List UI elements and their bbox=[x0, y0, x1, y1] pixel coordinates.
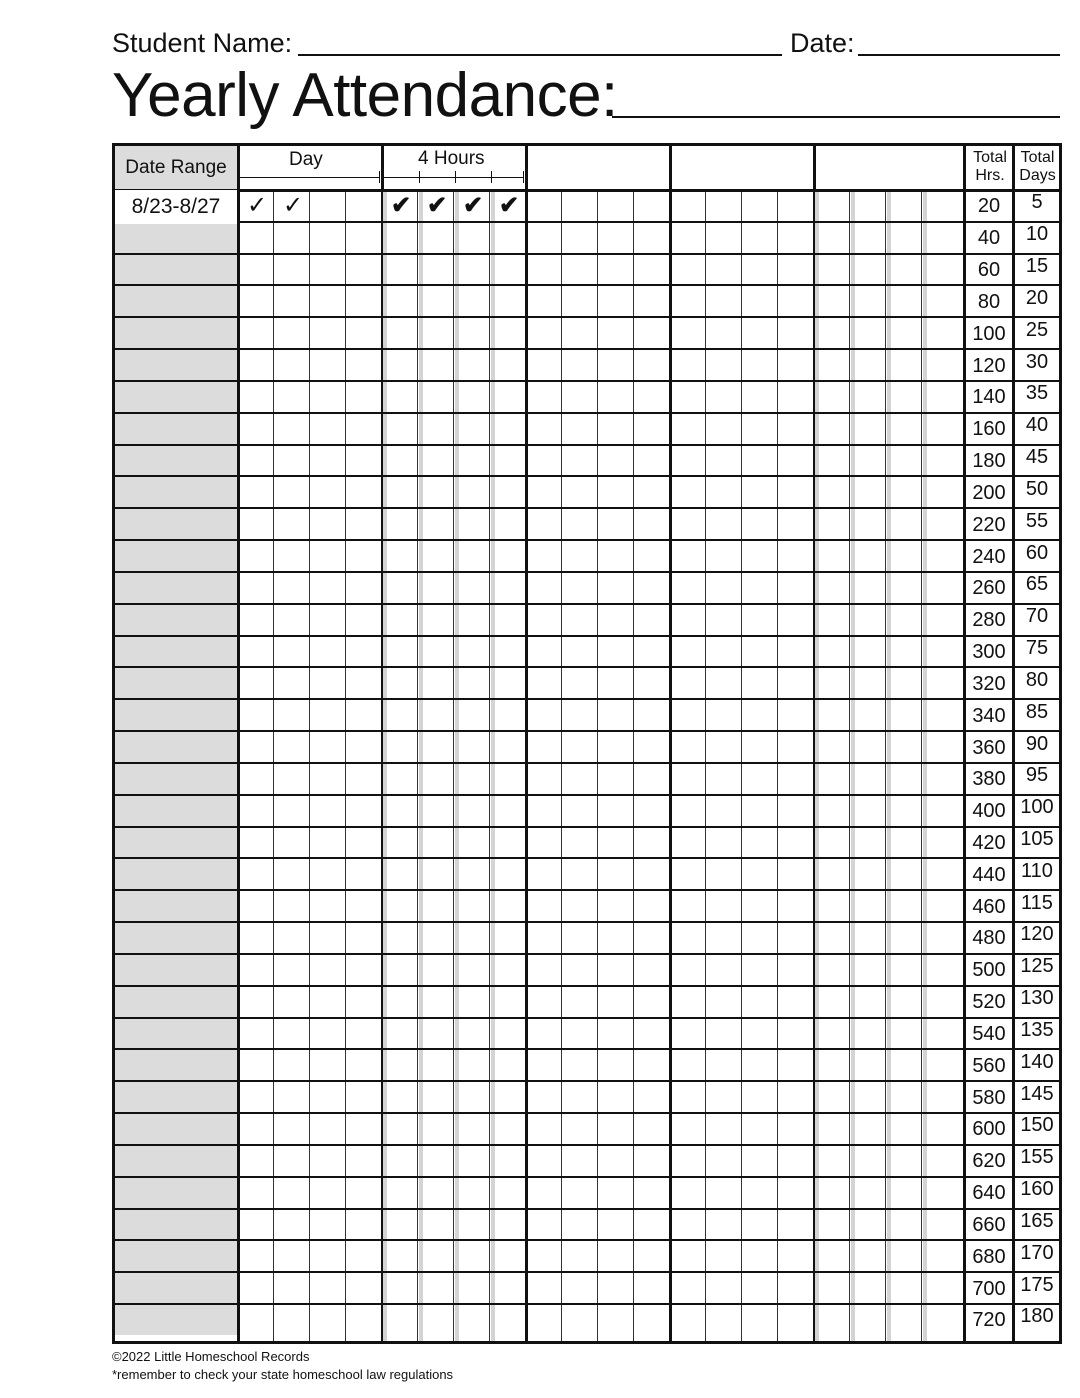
total-hours-value: 140 bbox=[972, 386, 1006, 409]
cell-divider bbox=[741, 189, 742, 1341]
light-divider bbox=[491, 191, 495, 1341]
footer-note: *remember to check your state homeschool law regulations bbox=[112, 1367, 454, 1382]
date-range-header: Date Range bbox=[115, 146, 237, 189]
light-divider bbox=[887, 191, 891, 1341]
row-divider bbox=[115, 953, 1059, 955]
total-days-value: 125 bbox=[1020, 955, 1054, 978]
row-divider bbox=[115, 1271, 1059, 1273]
student-name-label: Student Name: bbox=[112, 28, 293, 58]
cell-divider bbox=[489, 189, 490, 1341]
total-days-value: 115 bbox=[1021, 891, 1053, 914]
total-hours-value: 220 bbox=[972, 513, 1006, 536]
total-hrs-header bbox=[965, 149, 1015, 185]
cell-divider bbox=[273, 189, 274, 1341]
hour-checkmark[interactable]: ✔ bbox=[498, 192, 520, 220]
total-hours-value: 260 bbox=[972, 577, 1006, 600]
row-divider bbox=[115, 794, 1059, 796]
row-divider bbox=[115, 698, 1059, 700]
total-days-value: 65 bbox=[1025, 573, 1049, 596]
total-days-value: 80 bbox=[1025, 668, 1049, 691]
total-hours-value: 120 bbox=[972, 354, 1006, 377]
total-hours-value: 720 bbox=[972, 1309, 1006, 1332]
total-hours-value: 400 bbox=[972, 800, 1006, 823]
bracket-tick bbox=[455, 171, 456, 183]
hours-bracket bbox=[383, 177, 523, 178]
total-days-value: 35 bbox=[1025, 382, 1049, 405]
row-divider bbox=[115, 316, 1059, 318]
total-days-value: 85 bbox=[1025, 700, 1049, 723]
total-days-value: 145 bbox=[1020, 1082, 1054, 1105]
row-divider bbox=[115, 1176, 1059, 1178]
total-hours-value: 340 bbox=[972, 704, 1006, 727]
total-hours-value: 680 bbox=[972, 1245, 1006, 1268]
total-days-value: 150 bbox=[1020, 1114, 1054, 1137]
total-hours-value: 240 bbox=[972, 545, 1006, 568]
cell-divider bbox=[885, 189, 886, 1341]
total-days-value: 105 bbox=[1020, 828, 1054, 850]
total-hours-value: 320 bbox=[972, 672, 1006, 695]
day-header: Day bbox=[289, 149, 323, 170]
total-hours-value: 360 bbox=[972, 736, 1006, 759]
hour-checkmark[interactable]: ✔ bbox=[426, 192, 448, 220]
bracket-tick bbox=[239, 171, 240, 183]
total-days-value: 10 bbox=[1025, 223, 1049, 246]
total-days-value: 160 bbox=[1020, 1178, 1054, 1201]
total-days-value: 60 bbox=[1025, 541, 1049, 564]
total-hours-value: 420 bbox=[972, 832, 1006, 854]
page-title: Yearly Attendance: bbox=[112, 61, 618, 130]
bracket-tick bbox=[523, 171, 524, 183]
row-divider bbox=[115, 762, 1059, 764]
total-days-value: 135 bbox=[1020, 1018, 1054, 1041]
total-days-value: 130 bbox=[1020, 987, 1054, 1010]
cell-divider bbox=[345, 189, 346, 1341]
column-divider bbox=[669, 146, 672, 1341]
total-days-value: 170 bbox=[1020, 1241, 1054, 1264]
row-divider bbox=[115, 603, 1059, 605]
day-bracket bbox=[239, 177, 379, 178]
row-divider bbox=[115, 1112, 1059, 1114]
cell-divider bbox=[921, 189, 922, 1341]
row-divider bbox=[115, 1048, 1059, 1050]
total-days-value: 45 bbox=[1025, 446, 1049, 469]
bracket-tick bbox=[491, 171, 492, 183]
row-divider bbox=[115, 635, 1059, 637]
row-divider bbox=[115, 507, 1059, 509]
date-label: Date: bbox=[790, 28, 855, 58]
total-hours-value: 460 bbox=[972, 895, 1006, 918]
cell-divider bbox=[849, 189, 850, 1341]
total-hours-value: 440 bbox=[972, 863, 1006, 886]
total-days-value: 140 bbox=[1020, 1050, 1054, 1073]
row-divider bbox=[115, 1239, 1059, 1241]
total-days-header-line2: Days bbox=[1019, 167, 1056, 184]
bracket-tick bbox=[419, 171, 420, 183]
column-divider bbox=[525, 146, 528, 1341]
total-hours-value: 280 bbox=[972, 609, 1006, 632]
total-hours-value: 300 bbox=[972, 641, 1006, 664]
total-days-value: 155 bbox=[1020, 1146, 1054, 1169]
row-divider bbox=[115, 666, 1059, 668]
total-days-value: 75 bbox=[1025, 637, 1049, 660]
total-hours-value: 500 bbox=[972, 959, 1006, 982]
row-divider bbox=[115, 444, 1059, 446]
row-divider bbox=[115, 412, 1059, 414]
total-hours-value: 660 bbox=[972, 1213, 1006, 1236]
row-divider bbox=[115, 571, 1059, 573]
total-hours-value: 200 bbox=[972, 481, 1006, 504]
yearly-attendance-field[interactable] bbox=[612, 116, 1060, 118]
row-divider bbox=[115, 1208, 1059, 1210]
total-hours-value: 560 bbox=[972, 1054, 1006, 1077]
row-divider bbox=[115, 475, 1059, 477]
total-hours-value: 60 bbox=[977, 259, 1001, 282]
total-hours-value: 600 bbox=[972, 1118, 1006, 1141]
hours-header: 4 Hours bbox=[418, 148, 485, 169]
total-hours-value: 180 bbox=[972, 450, 1006, 473]
total-hours-value: 620 bbox=[972, 1150, 1006, 1173]
day-checkmark[interactable]: ✓ bbox=[282, 192, 304, 220]
total-days-value: 95 bbox=[1025, 764, 1049, 787]
total-days-header bbox=[1014, 149, 1061, 185]
total-days-value: 110 bbox=[1021, 859, 1053, 882]
hour-checkmark[interactable]: ✔ bbox=[390, 192, 412, 220]
cell-divider bbox=[597, 189, 598, 1341]
total-days-value: 25 bbox=[1025, 318, 1049, 341]
total-days-value: 100 bbox=[1020, 796, 1054, 819]
bracket-tick bbox=[379, 171, 380, 183]
total-days-value: 120 bbox=[1020, 923, 1054, 946]
total-hours-value: 700 bbox=[972, 1277, 1006, 1300]
header-line bbox=[112, 26, 1062, 62]
total-days-value: 55 bbox=[1025, 509, 1049, 532]
total-hours-value: 40 bbox=[977, 227, 1001, 250]
total-hrs-header-line1: Total bbox=[973, 149, 1007, 166]
cell-divider bbox=[453, 189, 454, 1341]
total-days-header-line1: Total bbox=[1020, 149, 1055, 166]
light-divider bbox=[419, 191, 423, 1341]
row-divider bbox=[115, 1303, 1059, 1305]
total-days-value: 20 bbox=[1025, 286, 1049, 309]
total-days-value: 165 bbox=[1020, 1209, 1054, 1232]
date-field[interactable] bbox=[858, 54, 1060, 56]
light-divider bbox=[383, 191, 387, 1341]
cell-divider bbox=[417, 189, 418, 1341]
row-divider bbox=[115, 284, 1059, 286]
row-divider bbox=[115, 1080, 1059, 1082]
row-divider bbox=[115, 539, 1059, 541]
row-divider bbox=[115, 1144, 1059, 1146]
cell-divider bbox=[309, 189, 310, 1341]
total-days-value: 175 bbox=[1020, 1273, 1054, 1296]
total-hours-value: 580 bbox=[972, 1086, 1006, 1109]
cell-divider bbox=[777, 189, 778, 1341]
cell-divider bbox=[561, 189, 562, 1341]
date-range-value[interactable]: 8/23-8/27 bbox=[115, 190, 237, 224]
student-name-field[interactable] bbox=[298, 54, 782, 56]
row-divider bbox=[115, 348, 1059, 350]
row-divider bbox=[115, 889, 1059, 891]
total-hours-value: 540 bbox=[972, 1022, 1006, 1045]
column-divider bbox=[237, 146, 240, 1341]
row-divider bbox=[115, 985, 1059, 987]
row-divider bbox=[115, 921, 1059, 923]
day-checkmark[interactable]: ✓ bbox=[246, 192, 268, 220]
total-hours-value: 80 bbox=[977, 290, 1001, 313]
row-divider bbox=[115, 253, 1059, 255]
total-hrs-header-line2: Hrs. bbox=[975, 167, 1005, 184]
total-days-value: 30 bbox=[1025, 350, 1049, 373]
total-days-value: 50 bbox=[1025, 477, 1049, 500]
total-days-value: 5 bbox=[1031, 191, 1043, 214]
light-divider bbox=[815, 191, 819, 1341]
total-hours-value: 100 bbox=[972, 322, 1006, 345]
row-divider bbox=[115, 826, 1059, 828]
light-divider bbox=[923, 191, 927, 1341]
total-hours-value: 520 bbox=[972, 991, 1006, 1014]
cell-divider bbox=[633, 189, 634, 1341]
total-hours-value: 480 bbox=[972, 927, 1006, 950]
footer-copyright: ©2022 Little Homeschool Records bbox=[112, 1349, 310, 1364]
total-days-value: 15 bbox=[1025, 255, 1049, 278]
row-divider bbox=[115, 380, 1059, 382]
total-days-value: 90 bbox=[1025, 732, 1049, 755]
hour-checkmark[interactable]: ✔ bbox=[462, 192, 484, 220]
total-hours-value: 160 bbox=[972, 418, 1006, 441]
total-hours-value: 640 bbox=[972, 1182, 1006, 1205]
light-divider bbox=[455, 191, 459, 1341]
row-divider bbox=[115, 1017, 1059, 1019]
bracket-tick bbox=[383, 171, 384, 183]
total-days-value: 40 bbox=[1025, 414, 1049, 437]
row-divider bbox=[115, 857, 1059, 859]
total-days-value: 70 bbox=[1025, 605, 1049, 628]
total-days-value: 180 bbox=[1020, 1305, 1054, 1328]
row-divider bbox=[115, 730, 1059, 732]
cell-divider bbox=[705, 189, 706, 1341]
total-hours-value: 380 bbox=[972, 768, 1006, 791]
attendance-grid bbox=[112, 143, 1062, 1344]
total-hours-value: 20 bbox=[977, 195, 1001, 218]
light-divider bbox=[851, 191, 855, 1341]
